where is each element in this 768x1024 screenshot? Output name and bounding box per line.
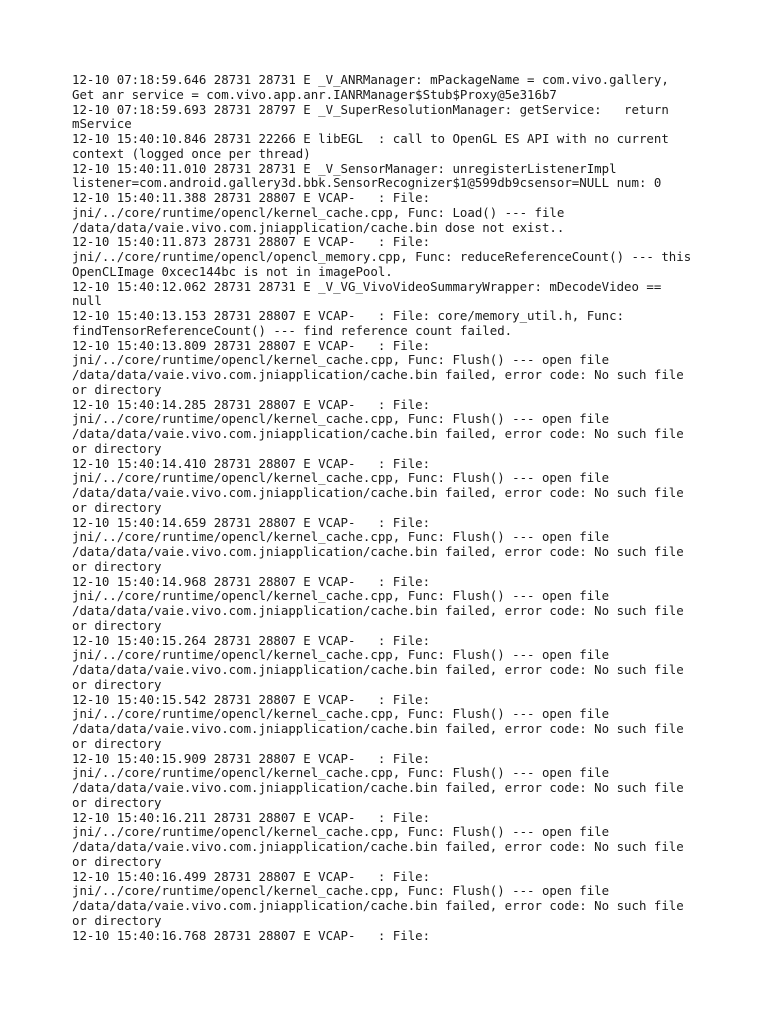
- log-line: 12-10 15:40:13.153 28731 28807 E VCAP- : File: core/memory_util.h, Func:: [72, 308, 625, 323]
- log-line: or directory: [72, 912, 162, 928]
- log-line: mService: [72, 116, 132, 132]
- log-line: jni/../core/runtime/opencl/kernel_cache.cpp, Func: Flush() --- open file: [72, 529, 610, 545]
- log-line: 12-10 15:40:16.768 28731 28807 E VCAP- : File:: [72, 927, 431, 943]
- log-line: 12-10 15:40:13.809 28731 28807 E VCAP- : File:: [72, 337, 431, 353]
- log-line: 12-10 15:40:14.968 28731 28807 E VCAP- : File:: [72, 573, 431, 589]
- log-line: jni/../core/runtime/opencl/kernel_cache.cpp, Func: Flush() --- open file: [72, 824, 610, 840]
- log-line: /data/data/vaie.vivo.com.jniapplication/cache.bin failed, error code: No such file: [72, 898, 684, 913]
- log-line: context (logged once per thread): [72, 145, 311, 161]
- log-line: findTensorReferenceCount() --- find reference count failed.: [72, 322, 513, 338]
- log-line: /data/data/vaie.vivo.com.jniapplication/cache.bin dose not exist..: [72, 219, 565, 235]
- log-line: jni/../core/runtime/opencl/kernel_cache.cpp, Func: Flush() --- open file: [72, 588, 610, 604]
- log-line: /data/data/vaie.vivo.com.jniapplication/cache.bin failed, error code: No such file: [72, 426, 684, 441]
- log-line: 12-10 15:40:11.010 28731 28731 E _V_SensorManager: unregisterListenerImpl: [72, 160, 617, 176]
- log-line: jni/../core/runtime/opencl/kernel_cache.cpp, Func: Flush() --- open file: [72, 411, 610, 427]
- log-line: /data/data/vaie.vivo.com.jniapplication/cache.bin failed, error code: No such file: [72, 544, 684, 559]
- log-line: /data/data/vaie.vivo.com.jniapplication/cache.bin failed, error code: No such file: [72, 780, 684, 795]
- log-line: OpenCLImage 0xcec144bc is not in imagePool.: [72, 263, 393, 279]
- log-line: 12-10 15:40:15.909 28731 28807 E VCAP- : File:: [72, 750, 431, 766]
- log-line: or directory: [72, 735, 162, 751]
- log-line: /data/data/vaie.vivo.com.jniapplication/cache.bin failed, error code: No such file: [72, 603, 684, 618]
- log-line: 12-10 15:40:12.062 28731 28731 E _V_VG_VivoVideoSummaryWrapper: mDecodeVideo ==: [72, 278, 662, 294]
- log-line: /data/data/vaie.vivo.com.jniapplication/cache.bin failed, error code: No such file: [72, 662, 684, 677]
- log-line: jni/../core/runtime/opencl/kernel_cache.cpp, Func: Flush() --- open file: [72, 765, 610, 781]
- log-line: 12-10 15:40:10.846 28731 22266 E libEGL : call to OpenGL ES API with no current: [72, 131, 669, 146]
- log-line: or directory: [72, 853, 162, 869]
- log-line: jni/../core/runtime/opencl/kernel_cache.cpp, Func: Flush() --- open file: [72, 352, 610, 368]
- log-line: or directory: [72, 381, 162, 397]
- log-line: jni/../core/runtime/opencl/kernel_cache.cpp, Func: Flush() --- open file: [72, 883, 610, 899]
- log-line: 12-10 15:40:15.264 28731 28807 E VCAP- : File:: [72, 632, 431, 648]
- log-line: jni/../core/runtime/opencl/kernel_cache.cpp, Func: Load() --- file: [72, 204, 565, 220]
- log-line: /data/data/vaie.vivo.com.jniapplication/cache.bin failed, error code: No such file: [72, 839, 684, 854]
- log-line: Get anr service = com.vivo.app.anr.IANRManager$Stub$Proxy@5e316b7: [72, 86, 557, 102]
- log-line: /data/data/vaie.vivo.com.jniapplication/cache.bin failed, error code: No such file: [72, 367, 684, 382]
- log-line: jni/../core/runtime/opencl/kernel_cache.cpp, Func: Flush() --- open file: [72, 647, 610, 663]
- log-line: 12-10 15:40:16.211 28731 28807 E VCAP- : File:: [72, 809, 431, 825]
- log-line: jni/../core/runtime/opencl/kernel_cache.cpp, Func: Flush() --- open file: [72, 470, 610, 486]
- log-line: or directory: [72, 440, 162, 456]
- log-line: 12-10 15:40:14.285 28731 28807 E VCAP- : File:: [72, 396, 431, 412]
- log-line: listener=com.android.gallery3d.bbk.SensorRecognizer$1@599db9csensor=NULL num: 0: [72, 175, 662, 191]
- log-line: 12-10 15:40:16.499 28731 28807 E VCAP- : File:: [72, 868, 431, 884]
- log-line: /data/data/vaie.vivo.com.jniapplication/cache.bin failed, error code: No such file: [72, 485, 684, 500]
- log-line: or directory: [72, 794, 162, 810]
- log-line: or directory: [72, 499, 162, 515]
- log-line: 12-10 07:18:59.646 28731 28731 E _V_ANRManager: mPackageName = com.vivo.gallery,: [72, 72, 669, 87]
- log-line: null: [72, 293, 102, 309]
- log-text-block: [72, 73, 712, 943]
- log-line: or directory: [72, 558, 162, 574]
- log-line: jni/../core/runtime/opencl/kernel_cache.cpp, Func: Flush() --- open file: [72, 706, 610, 722]
- log-line: or directory: [72, 617, 162, 633]
- log-line: 12-10 15:40:14.659 28731 28807 E VCAP- : File:: [72, 514, 431, 530]
- log-line: or directory: [72, 676, 162, 692]
- log-line: 12-10 15:40:14.410 28731 28807 E VCAP- : File:: [72, 455, 431, 471]
- log-line: 12-10 15:40:11.388 28731 28807 E VCAP- : File:: [72, 190, 431, 205]
- log-line: 12-10 07:18:59.693 28731 28797 E _V_SuperResolutionManager: getService: return: [72, 101, 669, 117]
- log-line: 12-10 15:40:15.542 28731 28807 E VCAP- : File:: [72, 691, 431, 707]
- log-line: jni/../core/runtime/opencl/opencl_memory.cpp, Func: reduceReferenceCount() --- this: [72, 249, 692, 264]
- log-line: /data/data/vaie.vivo.com.jniapplication/cache.bin failed, error code: No such file: [72, 721, 684, 736]
- log-line: 12-10 15:40:11.873 28731 28807 E VCAP- : File:: [72, 234, 431, 250]
